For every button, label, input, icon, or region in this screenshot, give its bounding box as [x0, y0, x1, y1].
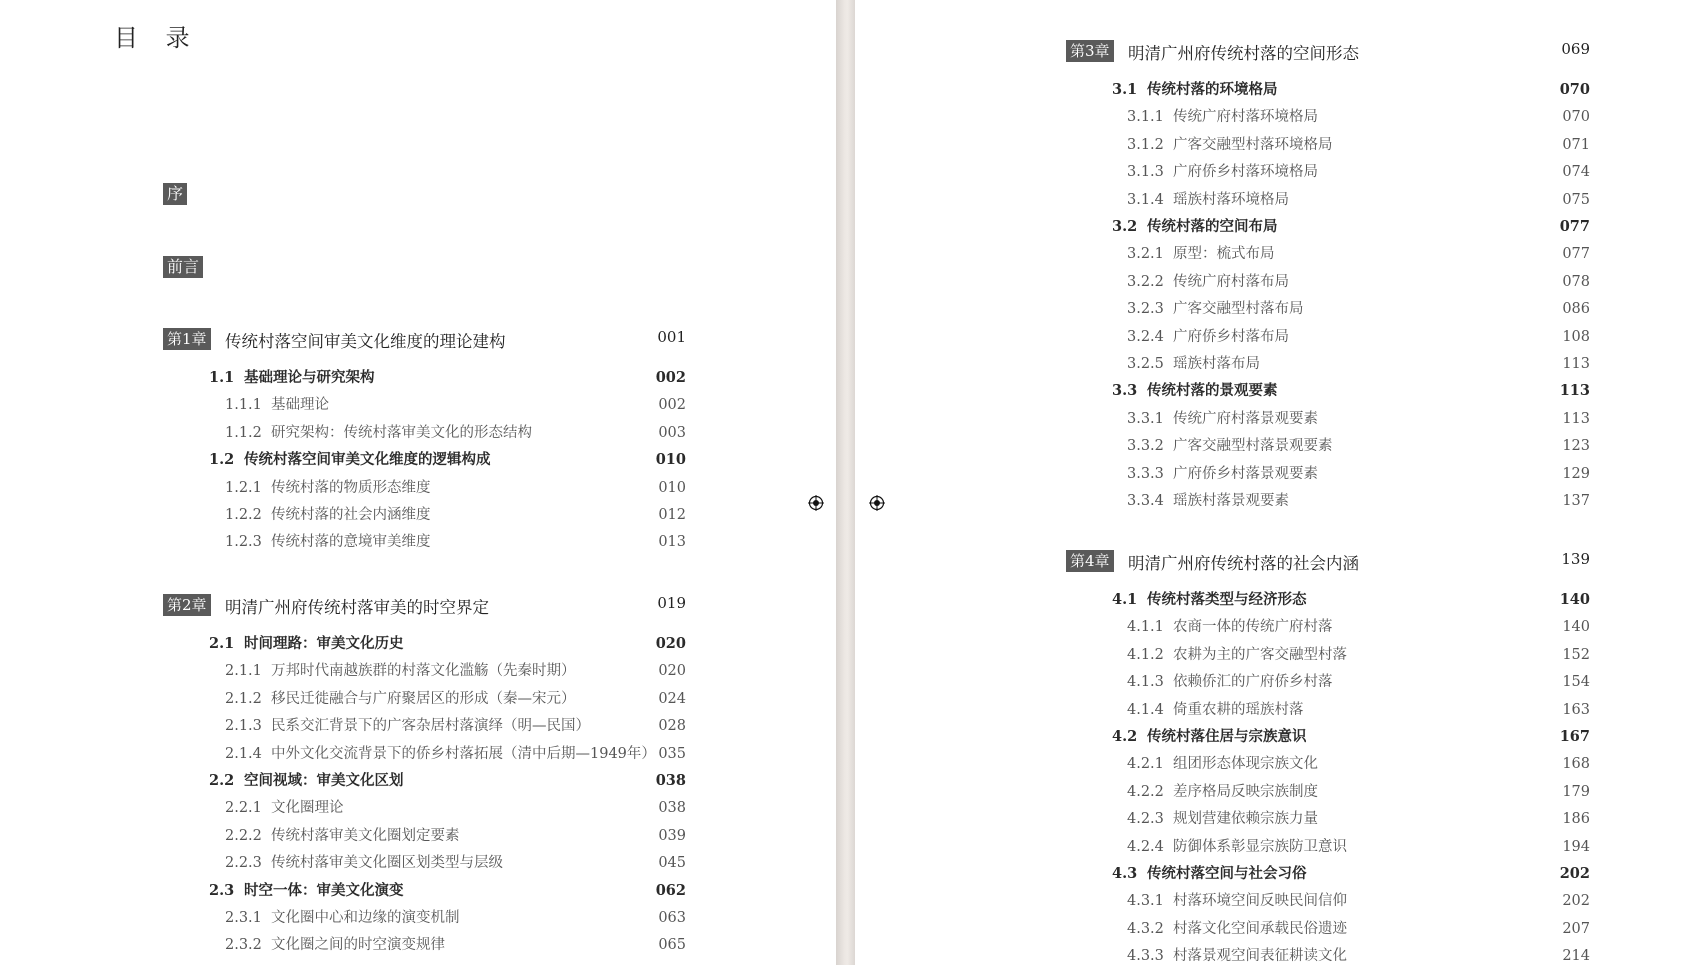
entry-title: 民系交汇背景下的广客杂居村落演绎（明—民国）: [271, 718, 590, 735]
entry-title: 倚重农耕的瑶族村落: [1173, 701, 1304, 718]
subsection-entry[interactable]: [1127, 835, 1590, 859]
entry-title: 传统广府村落景观要素: [1173, 410, 1318, 427]
subsection-entry[interactable]: [1127, 615, 1590, 639]
subsection-entry[interactable]: [225, 393, 686, 417]
subsection-entry[interactable]: [1127, 297, 1590, 321]
entry-page-number: 074: [1562, 164, 1590, 181]
entry-number: 2.2: [209, 772, 235, 789]
entry-page-number: 070: [1562, 109, 1590, 126]
subsection-entry[interactable]: [1127, 407, 1590, 431]
entry-page-number: 194: [1562, 838, 1590, 855]
subsection-entry[interactable]: [1127, 325, 1590, 349]
entry-number: 1.1: [209, 369, 235, 386]
entry-number: 1.2.3: [225, 534, 262, 551]
entry-title: 万邦时代南越族群的村落文化滥觞（先秦时期）: [271, 663, 576, 680]
entry-number: 4.1.4: [1127, 701, 1164, 718]
entry-title: 空间视域：审美文化区划: [244, 772, 404, 789]
chapter-heading[interactable]: [163, 593, 686, 619]
subsection-entry[interactable]: [1127, 944, 1590, 965]
entry-number: 3.2.2: [1127, 273, 1164, 290]
subsection-entry[interactable]: [225, 530, 686, 554]
chapter-number: 第2章: [163, 594, 211, 616]
entry-page-number: 137: [1562, 493, 1590, 509]
entry-title: 村落文化空间承载民俗遗迹: [1173, 920, 1347, 937]
entry-title: 时间理路：审美文化历史: [244, 635, 404, 652]
entry-number: 2.2.1: [225, 800, 262, 817]
entry-title: 基础理论: [271, 397, 329, 414]
entry-number: 3.3.4: [1127, 493, 1164, 509]
chapter-title: 传统村落空间审美文化维度的理论建构: [225, 332, 506, 351]
entry-title: 文化圈之间的时空演变规律: [271, 937, 445, 954]
entry-title: 农商一体的传统广府村落: [1173, 619, 1333, 636]
entry-title: 防御体系彰显宗族防卫意识: [1173, 838, 1347, 855]
entry-title: 广客交融型村落环境格局: [1173, 136, 1333, 153]
entry-number: 3.2.5: [1127, 356, 1164, 372]
entry-title: 中外文化交流背景下的侨乡村落拓展（清中后期—1949年）: [271, 745, 656, 762]
entry-page-number: 140: [1562, 619, 1590, 636]
entry-number: 4.1.3: [1127, 674, 1164, 691]
subsection-entry[interactable]: [225, 824, 686, 848]
entry-page-number: 038: [658, 800, 686, 817]
subsection-entry[interactable]: [1127, 462, 1590, 486]
entry-number: 3.1.1: [1127, 109, 1164, 126]
entry-page-number: 179: [1562, 783, 1590, 800]
entry-page-number: 063: [658, 910, 686, 926]
subsection-entry[interactable]: [225, 742, 686, 766]
entry-number: 3.1: [1112, 81, 1138, 98]
section-entry[interactable]: [209, 632, 686, 656]
entry-title: 农耕为主的广客交融型村落: [1173, 646, 1347, 663]
entry-number: 4.3.1: [1127, 893, 1164, 910]
subsection-entry[interactable]: [1127, 133, 1590, 157]
entry-page-number: 065: [658, 937, 686, 954]
entry-number: 3.1.2: [1127, 136, 1164, 153]
subsection-entry[interactable]: [1127, 670, 1590, 694]
entry-title: 规划营建依赖宗族力量: [1173, 811, 1318, 828]
entry-page-number: 154: [1562, 674, 1590, 691]
entry-title: 广客交融型村落景观要素: [1173, 438, 1333, 455]
entry-title: 传统村落空间与社会习俗: [1147, 865, 1307, 882]
entry-number: 3.3: [1112, 382, 1138, 400]
entry-page-number: 163: [1562, 701, 1590, 718]
book-gutter: [836, 0, 855, 965]
entry-title: 传统村落审美文化圈区划类型与层级: [271, 855, 503, 872]
entry-number: 3.2.4: [1127, 328, 1164, 345]
entry-number: 2.1.3: [225, 718, 262, 735]
entry-number: 4.2.4: [1127, 838, 1164, 855]
subsection-entry[interactable]: [1127, 242, 1590, 266]
section-entry[interactable]: [1112, 725, 1590, 749]
entry-page-number: 010: [655, 451, 686, 469]
entry-number: 1.1.2: [225, 424, 262, 441]
entry-title: 传统村落类型与经济形态: [1147, 591, 1307, 608]
entry-page-number: 071: [1562, 136, 1590, 153]
chapter-page-number: 001: [657, 328, 686, 346]
entry-page-number: 086: [1562, 301, 1590, 318]
preface-label[interactable]: 序: [163, 183, 187, 205]
entry-page-number: 113: [1562, 410, 1590, 427]
entry-title: 文化圈理论: [271, 800, 344, 817]
subsection-entry[interactable]: [1127, 188, 1590, 212]
subsection-entry[interactable]: [225, 796, 686, 820]
entry-number: 4.1.2: [1127, 646, 1164, 663]
chapter-heading[interactable]: [1066, 39, 1590, 65]
entry-page-number: 028: [658, 718, 686, 735]
entry-number: 1.2.1: [225, 479, 262, 496]
entry-title: 传统广府村落环境格局: [1173, 109, 1318, 126]
entry-number: 1.2.2: [225, 507, 262, 523]
entry-page-number: 077: [1562, 246, 1590, 263]
entry-number: 4.3: [1112, 865, 1138, 882]
chapter-page-number: 069: [1561, 40, 1590, 58]
entry-number: 4.1.1: [1127, 619, 1164, 636]
entry-page-number: 075: [1562, 191, 1590, 208]
entry-title: 依赖侨汇的广府侨乡村落: [1173, 674, 1333, 691]
entry-page-number: 020: [658, 663, 686, 680]
entry-number: 3.2.3: [1127, 301, 1164, 318]
entry-number: 3.3.3: [1127, 465, 1164, 482]
entry-title: 文化圈中心和边缘的演变机制: [271, 910, 460, 926]
section-entry[interactable]: [1112, 215, 1590, 239]
chapter-page-number: 019: [657, 594, 686, 612]
entry-page-number: 010: [658, 479, 686, 496]
entry-page-number: 035: [658, 745, 686, 762]
entry-title: 时空一体：审美文化演变: [244, 881, 404, 899]
entry-title: 传统村落审美文化圈划定要素: [271, 827, 460, 844]
entry-number: 3.2.1: [1127, 246, 1164, 263]
entry-number: 3.1.3: [1127, 164, 1164, 181]
entry-page-number: 062: [655, 881, 686, 899]
entry-title: 广府侨乡村落环境格局: [1173, 164, 1318, 181]
entry-page-number: 168: [1562, 756, 1590, 773]
registration-mark-icon: [808, 495, 824, 511]
entry-page-number: 214: [1562, 948, 1590, 965]
entry-page-number: 167: [1559, 728, 1590, 745]
entry-page-number: 003: [658, 424, 686, 441]
entry-page-number: 013: [658, 534, 686, 551]
section-entry[interactable]: [1112, 862, 1590, 886]
entry-title: 传统村落的景观要素: [1147, 382, 1278, 400]
chapter-title: 明清广州府传统村落审美的时空界定: [225, 598, 489, 617]
chapter-title: 明清广州府传统村落的空间形态: [1128, 44, 1359, 63]
entry-number: 1.2: [209, 451, 235, 469]
entry-page-number: 012: [658, 507, 686, 523]
entry-number: 3.3.1: [1127, 410, 1164, 427]
entry-page-number: 108: [1562, 328, 1590, 345]
entry-title: 瑶族村落环境格局: [1173, 191, 1289, 208]
left-page: [0, 0, 836, 965]
subsection-entry[interactable]: [1127, 434, 1590, 458]
subsection-entry[interactable]: [1127, 807, 1590, 831]
subsection-entry[interactable]: [1127, 889, 1590, 913]
subsection-entry[interactable]: [1127, 917, 1590, 941]
entry-title: 传统村落的物质形态维度: [271, 479, 431, 496]
chapter-number: 第1章: [163, 328, 211, 350]
entry-page-number: 024: [658, 690, 686, 707]
entry-title: 瑶族村落布局: [1173, 356, 1260, 372]
entry-title: 研究架构：传统村落审美文化的形态结构: [271, 424, 532, 441]
entry-title: 传统村落的社会内涵维度: [271, 507, 431, 523]
entry-number: 2.1.2: [225, 690, 262, 707]
entry-page-number: 202: [1562, 893, 1590, 910]
entry-title: 瑶族村落景观要素: [1173, 493, 1289, 509]
entry-page-number: 113: [1559, 382, 1590, 400]
registration-mark-icon: [869, 495, 885, 511]
chapter-heading[interactable]: [1066, 549, 1590, 575]
subsection-entry[interactable]: [225, 421, 686, 445]
section-entry[interactable]: [209, 769, 686, 793]
entry-number: 1.1.1: [225, 397, 262, 414]
entry-title: 传统广府村落布局: [1173, 273, 1289, 290]
entry-number: 2.2.3: [225, 855, 262, 872]
subsection-entry[interactable]: [1127, 752, 1590, 776]
entry-page-number: 078: [1562, 273, 1590, 290]
toc-title: 目 录: [114, 24, 200, 52]
entry-title: 传统村落住居与宗族意识: [1147, 728, 1307, 745]
entry-title: 组团形态体现宗族文化: [1173, 756, 1318, 773]
entry-page-number: 039: [658, 827, 686, 844]
entry-number: 2.1: [209, 635, 235, 652]
entry-number: 4.2: [1112, 728, 1138, 745]
entry-page-number: 140: [1559, 591, 1590, 608]
entry-title: 村落环境空间反映民间信仰: [1173, 893, 1347, 910]
subsection-entry[interactable]: [225, 659, 686, 683]
entry-title: 广府侨乡村落景观要素: [1173, 465, 1318, 482]
entry-number: 4.2.3: [1127, 811, 1164, 828]
section-entry[interactable]: [209, 366, 686, 390]
entry-page-number: 152: [1562, 646, 1590, 663]
subsection-entry[interactable]: [225, 503, 686, 527]
entry-title: 基础理论与研究架构: [244, 369, 375, 386]
entry-number: 4.3.3: [1127, 948, 1164, 965]
entry-number: 3.3.2: [1127, 438, 1164, 455]
entry-page-number: 186: [1562, 811, 1590, 828]
section-entry[interactable]: [1112, 588, 1590, 612]
subsection-entry[interactable]: [225, 714, 686, 738]
entry-number: 4.1: [1112, 591, 1138, 608]
section-entry[interactable]: [209, 879, 686, 903]
subsection-entry[interactable]: [225, 906, 686, 930]
entry-page-number: 077: [1559, 218, 1590, 235]
entry-page-number: 020: [655, 635, 686, 652]
entry-page-number: 070: [1559, 81, 1590, 98]
entry-title: 传统村落空间审美文化维度的逻辑构成: [244, 451, 491, 469]
entry-number: 4.3.2: [1127, 920, 1164, 937]
entry-number: 2.1.1: [225, 663, 262, 680]
section-entry[interactable]: [1112, 379, 1590, 403]
chapter-heading[interactable]: [163, 327, 686, 353]
chapter-title: 明清广州府传统村落的社会内涵: [1128, 554, 1359, 573]
chapter-number: 第4章: [1066, 550, 1114, 572]
subsection-entry[interactable]: [225, 933, 686, 957]
entry-title: 移民迁徙融合与广府聚居区的形成（秦—宋元）: [271, 690, 576, 707]
entry-title: 村落景观空间表征耕读文化: [1173, 948, 1347, 965]
entry-title: 原型：梳式布局: [1173, 246, 1275, 263]
right-page: [855, 0, 1686, 965]
subsection-entry[interactable]: [1127, 643, 1590, 667]
subsection-entry[interactable]: [1127, 160, 1590, 184]
entry-number: 2.3.1: [225, 910, 262, 926]
entry-number: 3.1.4: [1127, 191, 1164, 208]
entry-page-number: 207: [1562, 920, 1590, 937]
subsection-entry[interactable]: [1127, 780, 1590, 804]
entry-page-number: 002: [658, 397, 686, 414]
entry-page-number: 129: [1562, 465, 1590, 482]
entry-page-number: 202: [1559, 865, 1590, 882]
entry-page-number: 038: [655, 772, 686, 789]
entry-title: 传统村落的环境格局: [1147, 81, 1278, 98]
entry-number: 3.2: [1112, 218, 1138, 235]
subsection-entry[interactable]: [1127, 105, 1590, 129]
entry-number: 2.2.2: [225, 827, 262, 844]
foreword-label[interactable]: 前言: [163, 256, 203, 278]
subsection-entry[interactable]: [1127, 489, 1590, 513]
subsection-entry[interactable]: [225, 687, 686, 711]
entry-page-number: 045: [658, 855, 686, 872]
entry-title: 传统村落的意境审美维度: [271, 534, 431, 551]
entry-number: 2.1.4: [225, 745, 262, 762]
entry-page-number: 113: [1562, 356, 1590, 372]
section-entry[interactable]: [209, 448, 686, 472]
subsection-entry[interactable]: [1127, 270, 1590, 294]
entry-title: 广府侨乡村落布局: [1173, 328, 1289, 345]
entry-title: 广客交融型村落布局: [1173, 301, 1304, 318]
chapter-page-number: 139: [1561, 550, 1590, 568]
subsection-entry[interactable]: [1127, 352, 1590, 376]
entry-page-number: 002: [655, 369, 686, 386]
section-entry[interactable]: [1112, 78, 1590, 102]
entry-title: 传统村落的空间布局: [1147, 218, 1278, 235]
entry-number: 4.2.1: [1127, 756, 1164, 773]
entry-title: 差序格局反映宗族制度: [1173, 783, 1318, 800]
subsection-entry[interactable]: [225, 851, 686, 875]
entry-number: 2.3.2: [225, 937, 262, 954]
subsection-entry[interactable]: [225, 476, 686, 500]
entry-page-number: 123: [1562, 438, 1590, 455]
entry-number: 4.2.2: [1127, 783, 1164, 800]
subsection-entry[interactable]: [1127, 698, 1590, 722]
chapter-number: 第3章: [1066, 40, 1114, 62]
entry-number: 2.3: [209, 881, 235, 899]
